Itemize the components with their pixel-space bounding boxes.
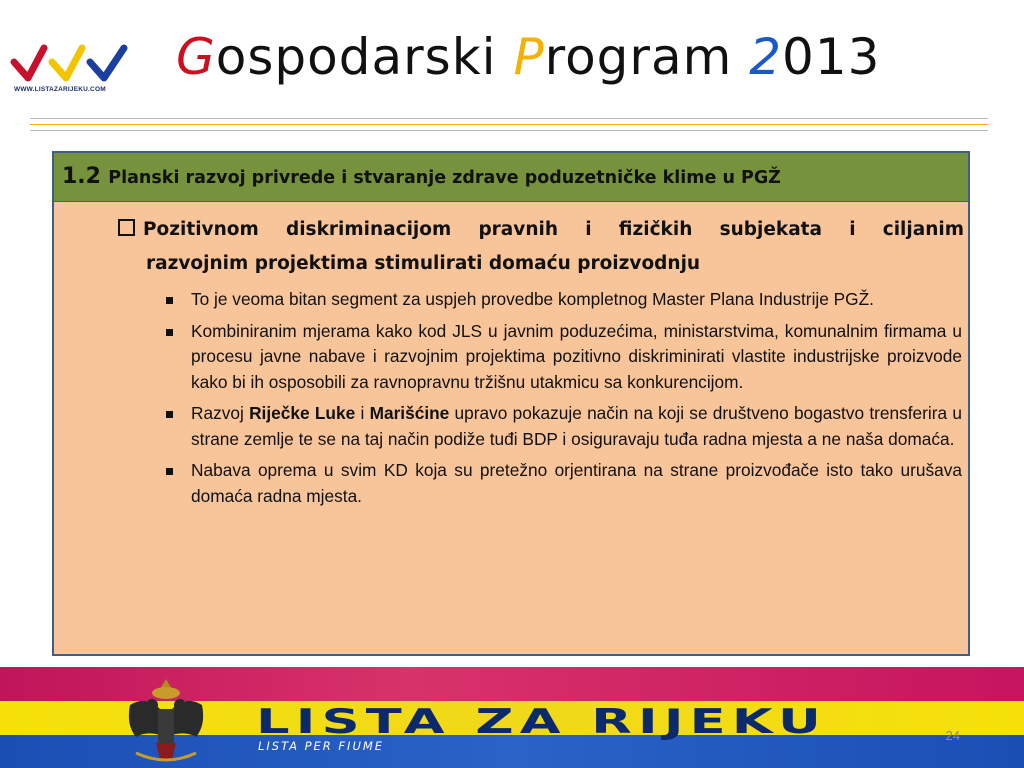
brand-subtitle: LISTA PER FIUME xyxy=(258,739,385,753)
double-headed-eagle-crest-icon xyxy=(116,675,216,767)
section-header xyxy=(54,153,968,202)
checkmarks-logo-icon xyxy=(10,40,135,88)
checkbox-bullet-icon xyxy=(118,219,135,236)
bullet-list xyxy=(164,287,962,515)
page-title: Gospodarski Program 2013 xyxy=(176,28,881,86)
list-item: Kombiniranim mjerama kako kod JLS u javnim poduzećima, ministarstvima, komunalnim firmama u procesu javne nabave i razvojnim projektima pozitivno diskriminirati vlastite industrijske proizvode kako bi ih osposobili za ravnopravnu tržišnu utakmicu sa konkurencijom. xyxy=(164,319,962,396)
list-item: Razvoj Riječke Luke i Marišćine upravo pokazuje način na koji se društveno bogastvo trensferira u strane zemlje te se na taj način podiže tuđi BDP i osiguravaju tuđa radna mjesta a ne naša domaća. xyxy=(164,401,962,452)
divider xyxy=(30,118,988,119)
logo-url: WWW.LISTAZARIJEKU.COM xyxy=(14,86,106,93)
divider xyxy=(30,124,988,125)
main-point-line2: razvojnim projektima stimulirati domaću proizvodnju xyxy=(146,253,701,274)
list-item: To je veoma bitan segment za uspjeh provedbe kompletnog Master Plana Industrije PGŽ. xyxy=(164,287,962,313)
square-bullet-icon xyxy=(166,468,173,475)
square-bullet-icon xyxy=(166,411,173,418)
list-item: Nabava oprema u svim KD koja su pretežno orjentirana na strane proizvođače isto tako urušava domaća radna mjesta. xyxy=(164,458,962,509)
section-title: Planski razvoj privrede i stvaranje zdrave poduzetničke klime u PGŽ xyxy=(108,168,781,188)
section-number: 1.2 xyxy=(62,164,101,189)
footer-banner xyxy=(0,667,1024,768)
logo xyxy=(10,40,135,100)
square-bullet-icon xyxy=(166,297,173,304)
divider xyxy=(30,130,988,131)
page-number: 24 xyxy=(945,728,960,743)
section-heading xyxy=(62,164,781,189)
main-point-line1: Pozitivnom diskriminacijom pravnih i fizičkih subjekata i ciljanim xyxy=(143,219,964,240)
square-bullet-icon xyxy=(166,329,173,336)
main-point xyxy=(118,213,964,281)
brand-name: LISTA ZA RIJEKU xyxy=(256,702,827,742)
